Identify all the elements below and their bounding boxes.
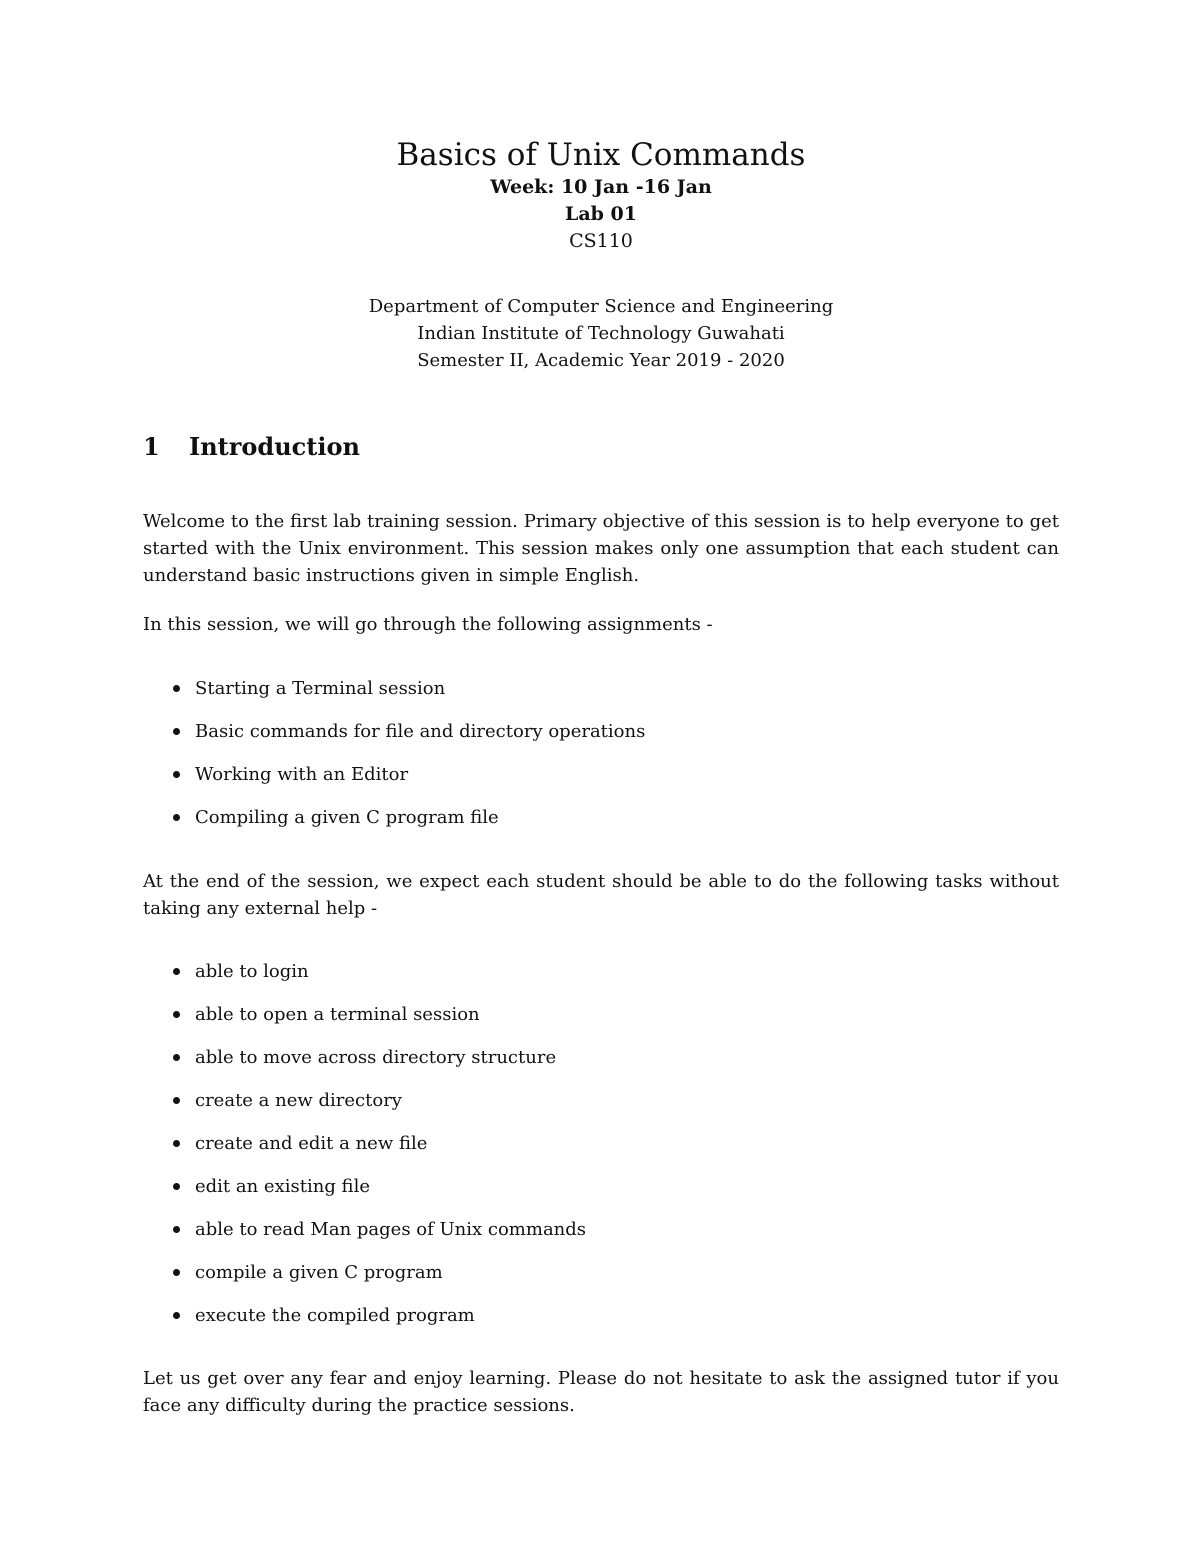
bullet-icon	[173, 1011, 180, 1018]
intro-paragraph: Welcome to the first lab training session. Primary objective of this session is to help everyone to get started with the Unix environment. This session makes only one assumption that each student can understand basic instructions given in simple English.	[143, 511, 1059, 586]
document-title: Basics of Unix Commands	[396, 137, 806, 173]
list-item: Working with an Editor	[143, 761, 645, 804]
section-title: Introduction	[189, 432, 360, 461]
course-code: CS110	[569, 230, 633, 252]
bullet-icon	[173, 1226, 180, 1233]
week-line: Week: 10 Jan -16 Jan	[490, 176, 712, 198]
list-item: able to read Man pages of Unix commands	[143, 1216, 586, 1259]
list-item: Compiling a given C program file	[143, 804, 645, 847]
bullet-icon	[173, 728, 180, 735]
list-item: compile a given C program	[143, 1259, 586, 1302]
institute: Indian Institute of Technology Guwahati	[417, 323, 785, 344]
list-item: edit an existing file	[143, 1173, 586, 1216]
bullet-icon	[173, 1183, 180, 1190]
assignments-list	[143, 675, 645, 847]
list-item: able to move across directory structure	[143, 1044, 586, 1087]
assignments-intro: In this session, we will go through the following assignments -	[143, 614, 713, 635]
list-item: able to open a terminal session	[143, 1001, 586, 1044]
affiliation-block	[143, 293, 1059, 374]
tasks-list	[143, 958, 586, 1345]
list-item: Starting a Terminal session	[143, 675, 645, 718]
bullet-icon	[173, 1269, 180, 1276]
bullet-icon	[173, 685, 180, 692]
list-item: create and edit a new file	[143, 1130, 586, 1173]
list-item: execute the compiled program	[143, 1302, 586, 1345]
list-item: able to login	[143, 958, 586, 1001]
tasks-intro: At the end of the session, we expect each student should be able to do the following tasks without taking any external help -	[143, 871, 1059, 919]
title-block	[143, 136, 1059, 255]
bullet-icon	[173, 968, 180, 975]
lab-number: Lab 01	[564, 203, 637, 225]
bullet-icon	[173, 1140, 180, 1147]
bullet-icon	[173, 771, 180, 778]
bullet-icon	[173, 814, 180, 821]
bullet-icon	[173, 1312, 180, 1319]
bullet-icon	[173, 1054, 180, 1061]
list-item: create a new directory	[143, 1087, 586, 1130]
department: Department of Computer Science and Engineering	[368, 296, 834, 317]
section-heading	[143, 430, 360, 464]
semester: Semester II, Academic Year 2019 - 2020	[417, 350, 785, 371]
list-item: Basic commands for file and directory operations	[143, 718, 645, 761]
bullet-icon	[173, 1097, 180, 1104]
section-number: 1	[143, 432, 160, 461]
closing-paragraph: Let us get over any fear and enjoy learning. Please do not hesitate to ask the assigned tutor if you face any difficulty during the practice sessions.	[143, 1368, 1059, 1416]
